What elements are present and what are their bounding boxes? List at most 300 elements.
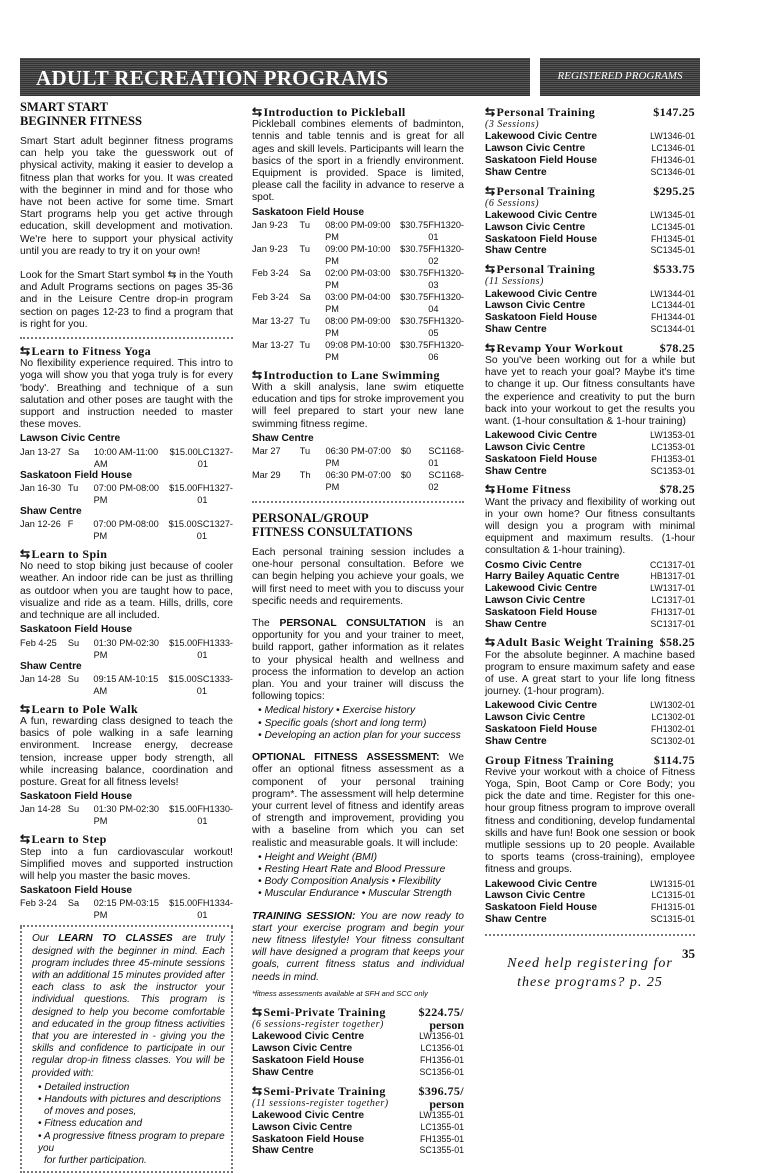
location-row	[485, 902, 695, 914]
location-name: Saskatoon Field House	[252, 1054, 365, 1066]
smart-start-intro: Smart Start adult beginner fitness programs can help you take the guesswork out of physical activity, making it easier to develop a fitness plan that works for you. It was created with the beginner in mind and for those who have not been active for some time. Smart Start programs help you get active through education, skill development and motivation. We're here to support your physical activity until you are ready to try it on your own!	[20, 136, 233, 257]
location-name: Saskatoon Field House	[485, 724, 598, 735]
smart-start-icon: ⇆	[485, 262, 496, 277]
schedule-cell: Tu	[299, 243, 310, 254]
location-row	[485, 560, 695, 572]
bullet-item: • Developing an action plan for your success	[258, 729, 461, 741]
schedule-cell: Sa	[68, 446, 80, 457]
schedule-cell: Jan 16-30	[20, 482, 61, 493]
smart-start-symbol-note: Look for the Smart Start symbol ⇆ in the Youth and Adult Programs sections on pages 35-36 and in the Leisure Centre drop-in program section on pages 12-23 to find a program that is right for you.	[20, 270, 233, 330]
program-personal-training-3	[485, 106, 695, 179]
schedule-cell: Jan 9-23	[252, 219, 288, 230]
location-row	[485, 131, 695, 143]
location-row	[485, 879, 695, 891]
course-code: SC1346-01	[650, 166, 695, 177]
page-title: ADULT RECREATION PROGRAMS	[36, 66, 389, 90]
course-code: FH1344-01	[650, 312, 695, 323]
program-title	[252, 1085, 464, 1097]
location-row	[485, 595, 695, 607]
registration-help: Need help registering for these programs? p. 25	[507, 955, 673, 990]
location-row	[252, 1145, 464, 1157]
program-name: ⇆Personal Training	[485, 105, 596, 119]
program-price: $396.75/	[418, 1083, 464, 1098]
course-code: LC1345-01	[651, 221, 695, 232]
location-row	[485, 712, 695, 724]
schedule-cell: $0	[400, 470, 412, 481]
location-row	[252, 1043, 464, 1055]
program-description: No need to stop biking just because of cooler weather. An indoor ride can be just as thrilling as outdoor when you are taught how to pace, visualize and ride as a team. Hills, drills, core and technique are all included.	[20, 561, 233, 622]
schedule-row	[252, 291, 464, 315]
schedule-cell: LC1327-01	[197, 446, 233, 469]
location-row	[485, 700, 695, 712]
schedule-cell: Th	[299, 470, 311, 481]
schedule-cell: Jan 14-28	[20, 673, 61, 684]
bullet-item: • Medical history • Exercise history	[258, 705, 416, 717]
schedule-row	[252, 315, 464, 339]
program-learn-pole-walk	[20, 703, 233, 828]
schedule-cell: 08:00 PM-09:00 PM	[325, 315, 391, 338]
location-name: Saskatoon Field House	[20, 885, 133, 897]
schedule-row	[20, 446, 233, 470]
location-row	[485, 289, 695, 301]
schedule-cell: FH1320-04	[428, 291, 464, 314]
program-revamp-workout	[485, 342, 695, 478]
location-name: Saskatoon Field House	[20, 791, 133, 803]
schedule-cell: $0	[400, 446, 412, 457]
program-name: ⇆Learn to Fitness Yoga	[20, 344, 152, 359]
smart-start-icon: ⇆	[20, 701, 31, 716]
course-code: FH1317-01	[650, 606, 695, 617]
course-code: LW1353-01	[650, 430, 695, 441]
location-name: Lakewood Civic Centre	[485, 700, 598, 712]
course-code: SC1353-01	[650, 465, 695, 476]
schedule-cell: Sa	[299, 267, 311, 278]
location-name: Cosmo Civic Centre	[485, 559, 582, 571]
schedule-cell: Tu	[299, 339, 310, 350]
program-subtitle: (11 sessions-register together)	[252, 1097, 389, 1109]
location-name: Harry Bailey Aquatic Centre	[485, 571, 620, 583]
schedule-cell: 08:00 PM-09:00 PM	[325, 219, 391, 242]
schedule-cell: Tu	[299, 315, 310, 326]
program-subtitle: (11 Sessions)	[485, 276, 544, 288]
course-code: LC1317-01	[651, 595, 695, 605]
program-name: ⇆Introduction to Lane Swimming	[252, 367, 440, 382]
registered-label: REGISTERED PROGRAMS	[557, 70, 683, 82]
smart-start-icon: ⇆	[20, 344, 31, 359]
column-left	[20, 100, 233, 1173]
course-code: LC1355-01	[420, 1121, 464, 1132]
schedule-cell: 06:30 PM-07:00 PM	[325, 446, 391, 469]
schedule-cell: FH1334-01	[197, 898, 233, 921]
course-code: SC1356-01	[419, 1066, 464, 1077]
location-row	[252, 1110, 464, 1122]
course-code: FH1315-01	[650, 902, 695, 913]
smart-start-icon: ⇆	[252, 105, 263, 119]
schedule-cell: 10:00 AM-11:00 AM	[93, 446, 159, 469]
smart-start-icon: ⇆	[485, 340, 496, 355]
schedule-cell: Tu	[299, 219, 310, 230]
course-code: LW1356-01	[419, 1031, 464, 1042]
schedule-cell: Su	[67, 673, 79, 684]
divider	[485, 934, 695, 936]
program-price: $224.75/	[418, 1004, 464, 1019]
location-name: Lawson Civic Centre	[252, 1043, 353, 1055]
program-subtitle: (3 Sessions)	[485, 119, 540, 131]
course-code: LW1345-01	[650, 210, 695, 220]
location-row	[252, 1122, 464, 1134]
schedule-row	[20, 482, 233, 506]
location-name: Shaw Centre	[252, 1145, 314, 1157]
location-row	[485, 222, 695, 234]
location-name: Lakewood Civic Centre	[485, 131, 598, 143]
learn-to-text: Our LEARN TO CLASSES are truly designed with the beginner in mind. Each program includes three 45-minute sessions with an additional 15 minutes provided after each class to ask the instructor your individual questions. This program is designed to help you become comfortable and educated in the group fitness activities that you are interested in - giving you the skills and confidence to participate in our regular drop-in fitness classes. You will be provided with:	[32, 933, 226, 1079]
location-row	[485, 736, 695, 748]
location-name: Lawson Civic Centre	[485, 143, 586, 155]
program-name: ⇆Learn to Pole Walk	[20, 701, 139, 716]
course-code: SC1317-01	[650, 618, 695, 629]
location-row	[252, 1031, 464, 1043]
location-name: Shaw Centre	[485, 465, 547, 477]
schedule-cell: $30.75	[400, 267, 429, 278]
location-name: Saskatoon Field House	[485, 606, 598, 618]
location-name: Lakewood Civic Centre	[485, 583, 598, 595]
smart-start-icon: ⇆	[485, 635, 496, 650]
course-code: FH1353-01	[650, 453, 695, 464]
course-code: FH1346-01	[650, 155, 695, 165]
schedule-cell: $30.75	[400, 291, 429, 302]
program-description: Revive your workout with a choice of Fitness Yoga, Spin, Boot Camp or Core Body; you pick the date and time. Register for this one-hour group fitness program to improve overall fitness and conditioning, develop fundamental skills and have fun! Book one session or book mutliple sessions up to 20 people. Available to sports teams (cross-training), employee fitness and groups.	[485, 766, 695, 876]
smart-start-title: SMART START BEGINNER FITNESS	[20, 100, 142, 128]
schedule-row	[20, 897, 233, 921]
location-name: Saskatoon Field House	[20, 624, 133, 636]
schedule-cell: Mar 13-27	[252, 315, 294, 326]
course-code: HB1317-01	[650, 571, 695, 582]
bullet-item: • Detailed instruction	[38, 1081, 130, 1093]
location-name: Lawson Civic Centre	[252, 1121, 353, 1133]
program-price: $533.75	[653, 262, 695, 277]
location-row	[485, 466, 695, 478]
course-code: CC1317-01	[650, 559, 695, 570]
program-price: $295.25	[653, 183, 695, 198]
bullet-item: of moves and poses,	[44, 1106, 137, 1118]
program-price: $114.75	[653, 752, 695, 767]
schedule-cell: Feb 3-24	[252, 267, 289, 278]
column-middle	[252, 100, 464, 1157]
smart-start-icon: ⇆	[20, 832, 31, 847]
program-price: $78.25	[659, 340, 695, 355]
course-code: LC1353-01	[651, 442, 695, 452]
course-code: FH1345-01	[650, 233, 695, 244]
location-name: Lawson Civic Centre	[485, 712, 586, 724]
learn-to-classes-box	[20, 927, 233, 1173]
location-row	[485, 245, 695, 257]
schedule-cell: 01:30 PM-02:30 PM	[93, 637, 160, 660]
program-description: Pickleball combines elements of badminton, tennis and table tennis and is great for all ages and skill levels. Participants will learn the basics of the sport in a friendly environment. Equipment is provided. Space is limited, please call the facility in advance to reserve a spot.	[252, 119, 464, 204]
location-row	[485, 607, 695, 619]
program-title	[20, 833, 233, 845]
schedule-cell: FH1327-01	[197, 482, 233, 505]
location-row	[252, 1067, 464, 1079]
location-name: Shaw Centre	[252, 432, 314, 444]
location-name: Lakewood Civic Centre	[485, 288, 598, 300]
schedule-cell: Tu	[299, 446, 311, 457]
schedule-cell: $15.00	[169, 637, 198, 648]
course-code: LW1317-01	[650, 583, 695, 594]
schedule-cell: SC1168-01	[428, 446, 464, 469]
course-code: LW1346-01	[650, 131, 695, 142]
program-price: $78.25	[659, 482, 695, 497]
location-name: Saskatoon Field House	[485, 155, 598, 166]
location-name: Shaw Centre	[485, 166, 547, 178]
program-name: ⇆Personal Training	[485, 183, 596, 198]
schedule-row	[20, 673, 233, 697]
location-row	[485, 430, 695, 442]
location-name: Lakewood Civic Centre	[252, 1109, 365, 1121]
price-unit: person	[429, 1096, 464, 1111]
program-title	[485, 636, 695, 648]
program-learn-spin	[20, 548, 233, 697]
program-title	[252, 1006, 464, 1018]
smart-start-icon: ⇆	[20, 547, 31, 562]
program-learn-step	[20, 833, 233, 921]
schedule-cell: Jan 9-23	[252, 243, 288, 254]
bullet-item: • Specific goals (short and long term)	[258, 717, 427, 729]
location-name: Saskatoon Field House	[252, 206, 365, 218]
schedule-cell: 07:00 PM-08:00 PM	[93, 519, 159, 542]
schedule-cell: $15.00	[168, 673, 197, 684]
schedule-row	[252, 469, 464, 493]
schedule-row	[252, 267, 464, 291]
schedule-cell: Feb 3-24	[252, 291, 289, 302]
location-name: Saskatoon Field House	[20, 469, 133, 481]
program-title	[485, 754, 695, 766]
divider	[252, 501, 464, 503]
schedule-cell: 06:30 PM-07:00 PM	[325, 470, 391, 493]
price-unit: person	[429, 1018, 464, 1033]
location-row	[485, 442, 695, 454]
assessment-note: *fitness assessments available at SFH and SCC only	[252, 988, 428, 998]
column-right	[485, 100, 695, 992]
bullet-item: • Resting Heart Rate and Blood Pressure	[258, 863, 446, 875]
bullet-item: • Fitness education and	[38, 1118, 143, 1130]
training-session-text: TRAINING SESSION: You are now ready to start your exercise program and begin your new fitness lifestyle! Your fitness consultant will have designed a program that keeps your goals, current fitness status and individual needs in mind.	[252, 910, 464, 983]
course-code: LC1356-01	[420, 1043, 464, 1054]
location-row	[485, 619, 695, 631]
program-personal-training-11	[485, 263, 695, 336]
program-title	[20, 548, 233, 560]
program-title	[485, 263, 695, 275]
location-name: Shaw Centre	[485, 323, 547, 335]
location-row	[485, 890, 695, 902]
course-code: SC1302-01	[650, 735, 695, 746]
schedule-row	[252, 243, 464, 267]
schedule-cell: 02:15 PM-03:15 PM	[93, 898, 160, 921]
program-lane-swimming	[252, 369, 464, 493]
location-row	[252, 1134, 464, 1146]
program-name: ⇆Semi-Private Training	[252, 1083, 386, 1098]
schedule-row	[20, 803, 233, 827]
smart-start-icon: ⇆	[485, 183, 496, 198]
schedule-cell: FH1320-03	[428, 267, 464, 290]
bullet-item: • A progressive fitness program to prepare you	[38, 1130, 225, 1154]
section-banner	[20, 58, 530, 96]
schedule-cell: $15.00	[169, 482, 198, 493]
location-name: Shaw Centre	[485, 618, 547, 630]
program-name: Group Fitness Training	[485, 752, 614, 767]
schedule-cell: FH1333-01	[197, 637, 233, 660]
course-code: SC1355-01	[419, 1145, 464, 1156]
program-pickleball	[252, 106, 464, 363]
location-name: Lakewood Civic Centre	[485, 210, 598, 221]
schedule-cell: 03:00 PM-04:00 PM	[325, 291, 391, 314]
schedule-cell: Su	[67, 804, 80, 815]
bullet-item: • Height and Weight (BMI)	[258, 851, 378, 863]
personal-consultation-text: The PERSONAL CONSULTATION is an opportunity for you and your trainer to meet, build rapport, gather information as it relates to your physical health and wellness and process the information to develop an action plan. You and your trainer will discuss the following topics:	[252, 618, 464, 703]
program-name: ⇆Introduction to Pickleball	[252, 105, 406, 119]
program-group-fitness	[485, 754, 695, 926]
program-description: Want the privacy and flexibility of working out in your own home? Our fitness consultants will design you a program with minimal equipment and maximum results. (1-hour consultation & 1-hour training).	[485, 496, 695, 557]
registered-banner	[540, 58, 700, 96]
schedule-cell: 02:00 PM-03:00 PM	[325, 267, 391, 290]
schedule-cell: 07:00 PM-08:00 PM	[93, 482, 160, 505]
location-name: Shaw Centre	[20, 660, 82, 672]
schedule-cell: Mar 13-27	[252, 339, 294, 350]
schedule-cell: 09:08 PM-10:00 PM	[325, 339, 391, 362]
schedule-row	[252, 445, 464, 469]
schedule-row	[252, 339, 464, 363]
bullet-item: • Muscular Endurance • Muscular Strength	[258, 888, 452, 900]
schedule-cell: $15.00	[168, 519, 197, 530]
program-description: A fun, rewarding class designed to teach the basics of pole walking in a safe learning environment. Increase energy, decrease tension, increase upper body strength, all while increasing balance, coordination and posture. Great for all fitness levels!	[20, 715, 233, 788]
divider	[20, 337, 233, 339]
course-code: LW1302-01	[650, 700, 695, 711]
consultations-intro: Each personal training session includes a one-hour personal consultation. Before we can begin helping you achieve your goals, we will first need to meet with you to discuss your specific needs and requirements.	[252, 547, 464, 607]
schedule-cell: FH1330-01	[197, 804, 233, 827]
program-personal-training-6	[485, 185, 695, 258]
location-row	[485, 724, 695, 736]
subtitle-row	[252, 1019, 464, 1031]
course-code: SC1315-01	[650, 914, 695, 925]
program-name: ⇆Semi-Private Training	[252, 1004, 386, 1019]
location-name: Saskatoon Field House	[252, 1133, 365, 1145]
course-code: FH1302-01	[650, 724, 695, 734]
smart-start-icon: ⇆	[252, 367, 263, 382]
schedule-cell: F	[67, 519, 74, 530]
schedule-cell: $30.75	[400, 219, 429, 230]
page-number: 35	[682, 946, 695, 961]
location-name: Saskatoon Field House	[485, 902, 598, 914]
program-subtitle: (6 sessions-register together)	[252, 1019, 384, 1031]
course-code: LW1344-01	[650, 288, 695, 299]
program-semi-private-11	[252, 1085, 464, 1158]
program-title	[20, 703, 233, 715]
schedule-cell: 09:15 AM-10:15 AM	[93, 673, 159, 696]
program-semi-private-6	[252, 1006, 464, 1079]
schedule-row	[252, 219, 464, 243]
location-name: Shaw Centre	[20, 505, 82, 517]
program-name: ⇆Personal Training	[485, 262, 596, 277]
schedule-cell: Jan 13-27	[20, 446, 61, 457]
location-name: Lakewood Civic Centre	[485, 430, 598, 442]
schedule-row	[20, 518, 233, 542]
schedule-cell: Su	[67, 637, 80, 648]
schedule-cell: $15.00	[169, 446, 198, 457]
location-name: Lawson Civic Centre	[485, 442, 586, 453]
schedule-cell: 09:00 PM-10:00 PM	[325, 243, 391, 266]
schedule-cell: Jan 12-26	[20, 519, 61, 530]
schedule-cell: FH1320-06	[428, 339, 464, 362]
smart-start-icon: ⇆	[252, 1083, 263, 1098]
course-code: FH1356-01	[419, 1054, 464, 1065]
program-subtitle: (6 Sessions)	[485, 197, 540, 209]
program-title	[252, 369, 464, 381]
program-home-fitness	[485, 483, 695, 630]
program-description: So you've been working out for a while but have yet to reach your goal? Maybe it's time to change it up. Our fitness consultants have the experience and creativity to put the burn back into your workout to get the results you want. (1-hour consultation & 1-hour training)	[485, 354, 695, 427]
location-row	[485, 583, 695, 595]
course-code: LW1315-01	[650, 878, 695, 889]
location-name: Shaw Centre	[485, 735, 547, 747]
program-price: $58.25	[659, 635, 695, 650]
course-code: SC1345-01	[650, 245, 695, 256]
program-title	[20, 345, 233, 357]
schedule-cell: Feb 4-25	[20, 637, 57, 648]
program-price: $147.25	[653, 105, 695, 119]
course-code: FH1355-01	[419, 1133, 464, 1144]
location-name: Saskatoon Field House	[485, 312, 598, 324]
course-code: LC1344-01	[651, 300, 695, 311]
location-row	[485, 143, 695, 155]
location-name: Shaw Centre	[252, 1066, 314, 1078]
schedule-cell: 01:30 PM-02:30 PM	[93, 804, 160, 827]
location-name: Lawson Civic Centre	[485, 221, 586, 233]
location-name: Lakewood Civic Centre	[485, 878, 598, 890]
schedule-cell: FH1320-02	[428, 243, 464, 266]
program-description: Step into a fun cardiovascular workout! Simplified moves and supported instruction will help you master the basic moves.	[20, 846, 233, 882]
program-name: ⇆Learn to Step	[20, 832, 107, 847]
location-row	[485, 571, 695, 583]
page-header	[20, 58, 700, 96]
fitness-assessment-text: OPTIONAL FITNESS ASSESSMENT: We offer an optional fitness assessment as a component of your personal training program*. The assessment will help determine your current level of fitness and identify areas of strength and improvement, providing you with a baseline from which you can set realistic and measurable goals. It will include:	[252, 752, 464, 849]
program-name: ⇆Learn to Spin	[20, 547, 108, 562]
course-code: LC1302-01	[651, 712, 695, 723]
program-adult-weight-training	[485, 636, 695, 747]
schedule-cell: Mar 27	[252, 446, 281, 457]
program-description: For the absolute beginner. A machine based program to ensure maximum safety and ease of use. A great start to your life long fitness journey. (1-hour program).	[485, 649, 695, 698]
schedule-cell: $30.75	[400, 339, 429, 350]
location-row	[485, 155, 695, 167]
location-row	[485, 324, 695, 336]
schedule-cell: FH1320-01	[428, 219, 464, 242]
schedule-cell: SC1327-01	[196, 519, 233, 542]
schedule-cell: $15.00	[169, 898, 198, 909]
course-code: LC1346-01	[651, 143, 695, 154]
schedule-cell: SC1168-02	[428, 470, 464, 493]
location-name: Shaw Centre	[485, 914, 547, 926]
location-name: Saskatoon Field House	[485, 453, 598, 465]
program-title	[485, 106, 695, 118]
schedule-cell: $30.75	[400, 243, 429, 254]
schedule-cell: $30.75	[400, 315, 429, 326]
program-description: No flexibility experience required. This intro to yoga will show you that yoga truly is for every 'body'. Breathing and technique of a sun salutation and other poses are taught with the support and instruction needed to master these moves.	[20, 358, 233, 431]
smart-start-icon: ⇆	[252, 1004, 263, 1019]
schedule-cell: Tu	[67, 482, 79, 493]
schedule-cell: SC1333-01	[196, 673, 233, 696]
location-row	[485, 454, 695, 466]
schedule-cell: Mar 29	[252, 470, 281, 481]
location-name: Shaw Centre	[485, 245, 547, 257]
bullet-item: • Body Composition Analysis • Flexibility	[258, 876, 441, 888]
program-name: ⇆Adult Basic Weight Training	[485, 635, 654, 650]
